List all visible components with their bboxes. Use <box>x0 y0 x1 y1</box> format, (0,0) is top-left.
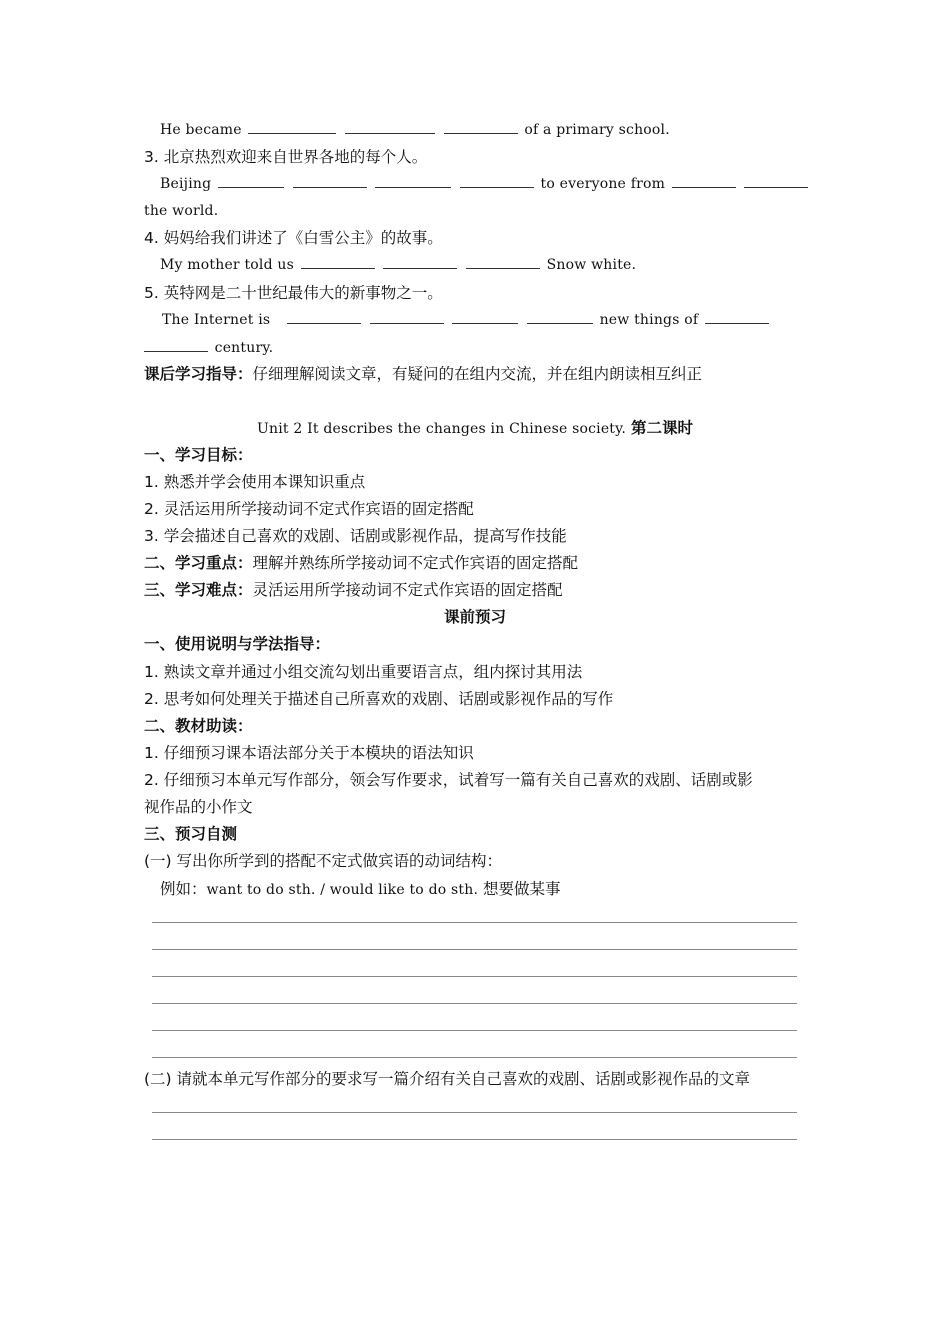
q3-chinese: 3. 北京热烈欢迎来自世界各地的每个人。 <box>144 148 428 166</box>
textbook-item: 视作品的小作文 <box>144 798 253 816</box>
writing-line[interactable] <box>152 1003 797 1004</box>
writing-line[interactable] <box>152 922 797 923</box>
example-line <box>160 878 561 901</box>
goals-heading: 一、学习目标： <box>144 446 253 464</box>
answer-blank[interactable] <box>293 173 367 188</box>
part2-prompt: (二) 请就本单元写作部分的要求写一篇介绍有关自己喜欢的戏剧、话剧或影视作品的文章 <box>144 1070 751 1088</box>
difficulties-label: 三、学习难点： <box>144 581 253 599</box>
answer-blank[interactable] <box>287 309 361 324</box>
answer-blank[interactable] <box>460 173 534 188</box>
q5-english-cont <box>144 337 273 359</box>
answer-blank[interactable] <box>370 309 444 324</box>
textbook-item: 1. 仔细预习课本语法部分关于本模块的语法知识 <box>144 744 474 762</box>
after-class-guidance <box>144 363 702 385</box>
answer-blank[interactable] <box>345 119 435 134</box>
difficulties <box>144 579 563 601</box>
q3-english-line <box>160 173 810 195</box>
q5-text-c: century. <box>214 340 274 356</box>
goal-item: 1. 熟悉并学会使用本课知识重点 <box>144 473 366 491</box>
writing-line[interactable] <box>152 1057 797 1058</box>
q5-chinese: 5. 英特网是二十世纪最伟大的新事物之一。 <box>144 284 443 302</box>
selftest-heading: 三、预习自测 <box>144 825 238 843</box>
q2-text-b: of a primary school. <box>524 122 670 138</box>
writing-line[interactable] <box>152 976 797 977</box>
answer-blank[interactable] <box>527 309 593 324</box>
q3-english-cont: the world. <box>144 203 219 219</box>
lesson-title-en: Unit 2 It describes the changes in Chinese society. <box>256 421 627 437</box>
key-points-label: 二、学习重点： <box>144 554 253 572</box>
answer-blank[interactable] <box>672 173 736 188</box>
answer-blank[interactable] <box>375 173 451 188</box>
lesson-title-cn: 第二课时 <box>630 419 693 437</box>
after-class-label: 课后学习指导： <box>144 365 253 383</box>
q4-text-b: Snow white. <box>546 257 637 273</box>
answer-blank[interactable] <box>452 309 518 324</box>
answer-blank[interactable] <box>705 309 769 324</box>
q4-text-a: My mother told us <box>160 257 295 273</box>
lesson-title <box>0 417 950 440</box>
answer-blank[interactable] <box>144 337 208 352</box>
answer-blank[interactable] <box>383 254 457 269</box>
usage-heading: 一、使用说明与学法指导： <box>144 635 331 653</box>
answer-blank[interactable] <box>744 173 808 188</box>
textbook-item: 2. 仔细预习本单元写作部分，领会写作要求，试着写一篇有关自己喜欢的戏剧、话剧或影 <box>144 771 753 789</box>
q3-text-a: Beijing <box>160 176 212 192</box>
preview-title: 课前预习 <box>443 608 506 626</box>
writing-line[interactable] <box>152 1139 797 1140</box>
after-class-text: 仔细理解阅读文章，有疑问的在组内交流，并在组内朗读相互纠正 <box>252 365 703 383</box>
q5-english-line <box>162 309 771 331</box>
q4-chinese: 4. 妈妈给我们讲述了《白雪公主》的故事。 <box>144 229 443 247</box>
q2-text-a: He became <box>160 122 242 138</box>
answer-blank[interactable] <box>466 254 540 269</box>
key-points <box>144 552 578 574</box>
example-label: 例如： <box>160 880 207 898</box>
usage-item: 1. 熟读文章并通过小组交流勾划出重要语言点，组内探讨其用法 <box>144 663 583 681</box>
goal-item: 3. 学会描述自己喜欢的戏剧、话剧或影视作品，提高写作技能 <box>144 527 567 545</box>
q4-english-line <box>160 254 636 276</box>
writing-line[interactable] <box>152 949 797 950</box>
q5-text-b: new things of <box>599 312 699 328</box>
q3-text-b: to everyone from <box>540 176 666 192</box>
goal-item: 2. 灵活运用所学接动词不定式作宾语的固定搭配 <box>144 500 474 518</box>
answer-blank[interactable] <box>248 119 336 134</box>
writing-line[interactable] <box>152 1030 797 1031</box>
part1-prompt: (一) 写出你所学到的搭配不定式做宾语的动词结构： <box>144 852 503 870</box>
q5-text-a: The Internet is <box>162 312 271 328</box>
answer-blank[interactable] <box>444 119 518 134</box>
q2-english-line <box>160 119 670 141</box>
example-en: want to do sth. / would like to do sth. <box>206 882 479 898</box>
difficulties-text: 灵活运用所学接动词不定式作宾语的固定搭配 <box>252 581 563 599</box>
writing-line[interactable] <box>152 1112 797 1113</box>
key-points-text: 理解并熟练所学接动词不定式作宾语的固定搭配 <box>252 554 579 572</box>
answer-blank[interactable] <box>301 254 375 269</box>
example-cn: 想要做某事 <box>483 880 561 898</box>
usage-item: 2. 思考如何处理关于描述自己所喜欢的戏剧、话剧或影视作品的写作 <box>144 690 614 708</box>
textbook-heading: 二、教材助读： <box>144 717 253 735</box>
answer-blank[interactable] <box>218 173 284 188</box>
